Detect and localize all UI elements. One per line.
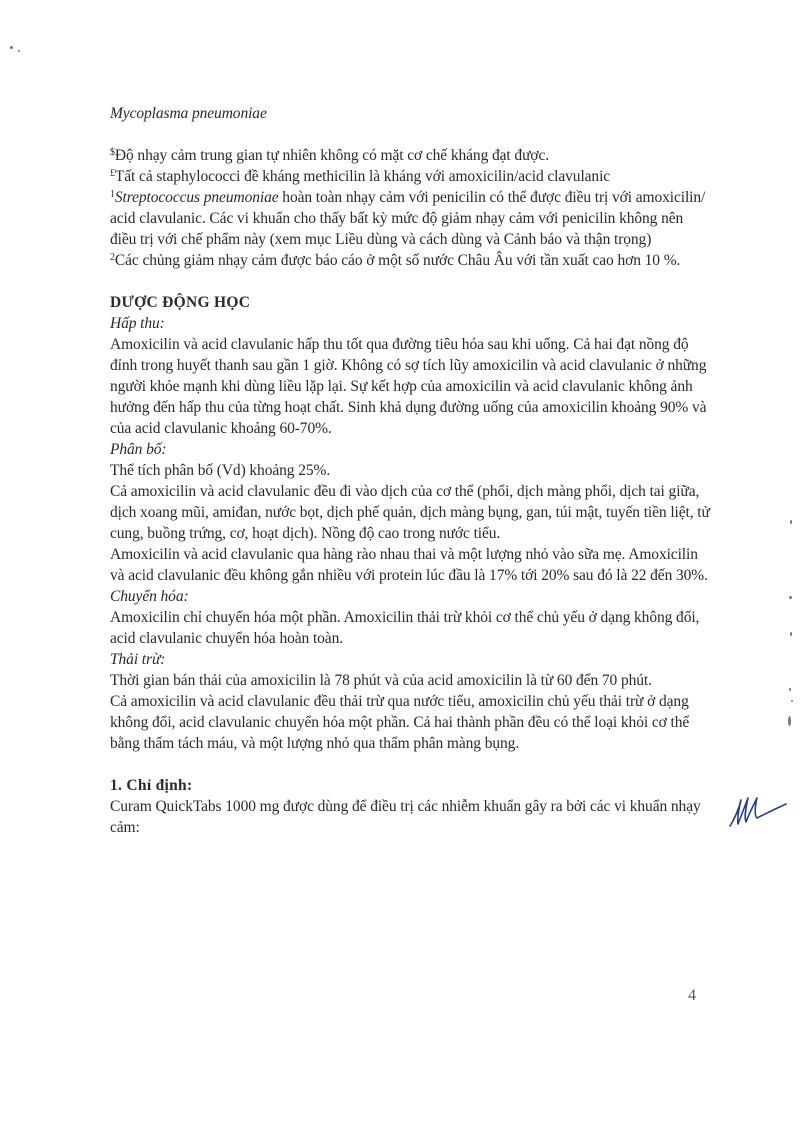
footnote-item — [110, 250, 710, 271]
paragraph-indication: Curam QuickTabs 1000 mg được dùng để điều trị các nhiễm khuẩn gây ra bởi các vi khuẩn nhạy cảm: — [110, 798, 701, 836]
footnote-text: hoàn toàn nhạy cảm với penicilin có thể được điều trị với amoxicilin/ acid clavulanic. Các vi khuẩn cho thấy bất kỳ mức độ giảm nhạy cảm với penicilin không nên điều trị với chế phẩm này (xem mục Liều dùng và cách dùng và Cảnh báo và thận trọng) — [110, 189, 706, 248]
scan-speck — [791, 700, 793, 702]
footnote-item — [110, 187, 710, 250]
paragraph-distribution-fluids: Cả amoxicilin và acid clavulanic đều đi vào dịch của cơ thể (phổi, dịch màng phổi, dịch tai giữa, dịch xoang mũi, amiđan, nước bọt, dịch phế quản, dịch màng bụng, gan, túi mật, tuyến tiền liệt, tử cung, buồng trứng, cơ, hoạt dịch). Nồng độ cao trong nước tiểu. — [110, 483, 710, 542]
paragraph-distribution-placenta: Amoxicilin và acid clavulanic qua hàng rào nhau thai và một lượng nhỏ vào sữa mẹ. Amoxicilin và acid clavulanic đều không gắn nhiều với protein lúc đầu là 17% tới 20% sau đó là 22 đến 30%. — [110, 546, 708, 584]
subheading-metabolism: Chuyển hóa: — [110, 588, 189, 605]
footnote-text: Tất cả staphylococci đề kháng methicilin là kháng với amoxicilin/acid clavulanic — [114, 168, 611, 185]
paragraph-distribution-volume: Thể tích phân bố (Vd) khoảng 25%. — [110, 462, 331, 479]
subheading-distribution: Phân bố: — [110, 441, 167, 458]
footnote-mark: 1 — [110, 189, 115, 200]
scan-speck — [788, 716, 791, 726]
footnote-item — [110, 145, 710, 166]
footnote-mark: $ — [110, 147, 115, 158]
footnote-mark: £ — [110, 168, 115, 179]
scan-speck — [18, 50, 20, 52]
footnote-text: Các chủng giảm nhạy cảm được báo cáo ở một số nước Châu Âu với tần xuất cao hơn 10 %. — [114, 252, 681, 269]
section-heading-indication: 1. Chỉ định: — [110, 777, 193, 794]
paragraph-elimination-route: Cả amoxicilin và acid clavulanic đều thải trừ qua nước tiểu, amoxicilin chủ yếu thải trừ ở dạng không đổi, acid clavulanic chuyển hóa một phần. Cả hai thành phần đều có thể loại khỏi cơ thể bằng thẩm tách máu, và một lượng nhỏ qua thẩm phân màng bụng. — [110, 693, 690, 752]
footnote-item — [110, 166, 710, 187]
footnote-mark: 2 — [110, 252, 115, 263]
section-heading-pharmacokinetics: DƯỢC ĐỘNG HỌC — [110, 294, 251, 311]
page-number: 4 — [688, 987, 696, 1004]
initials-signature — [727, 792, 789, 832]
footnote-text: Độ nhạy cảm trung gian tự nhiên không có mặt cơ chế kháng đạt được. — [114, 147, 550, 164]
paragraph-absorption: Amoxicilin và acid clavulanic hấp thu tốt qua đường tiêu hóa sau khi uống. Cả hai đạt nồng độ đỉnh trong huyết thanh sau gần 1 giờ. Không có sợ tích lũy amoxicilin và acid clavulanic ở những người khỏe mạnh khi dùng liều lặp lại. Sự kết hợp của amoxicilin và acid clavulanic không ảnh hưởng đến hấp thu của từng hoạt chất. Sinh khả dụng đường uống của amoxicilin khoảng 90% và của acid clavulanic khoảng 60-70%. — [110, 336, 707, 437]
footnote-organism: Streptococcus pneumoniae — [114, 189, 279, 206]
paragraph-elimination-halflife: Thời gian bán thải của amoxicilin là 78 phút và của acid amoxicilin là từ 60 đến 70 phút. — [110, 672, 652, 689]
scan-speck — [789, 596, 792, 599]
scan-speck — [10, 46, 13, 49]
scan-speck — [790, 520, 792, 524]
scan-speck — [789, 688, 791, 691]
subheading-absorption: Hấp thu: — [110, 315, 165, 332]
paragraph-metabolism: Amoxicilin chỉ chuyển hóa một phần. Amoxicilin thải trừ khỏi cơ thể chủ yếu ở dạng không đổi, acid clavulanic chuyển hóa hoàn toàn. — [110, 609, 700, 647]
document-body — [110, 103, 710, 838]
scan-speck — [790, 632, 792, 636]
subheading-elimination: Thải trừ: — [110, 651, 166, 668]
organism-line: Mycoplasma pneumoniae — [110, 105, 267, 122]
footnotes — [110, 145, 710, 271]
